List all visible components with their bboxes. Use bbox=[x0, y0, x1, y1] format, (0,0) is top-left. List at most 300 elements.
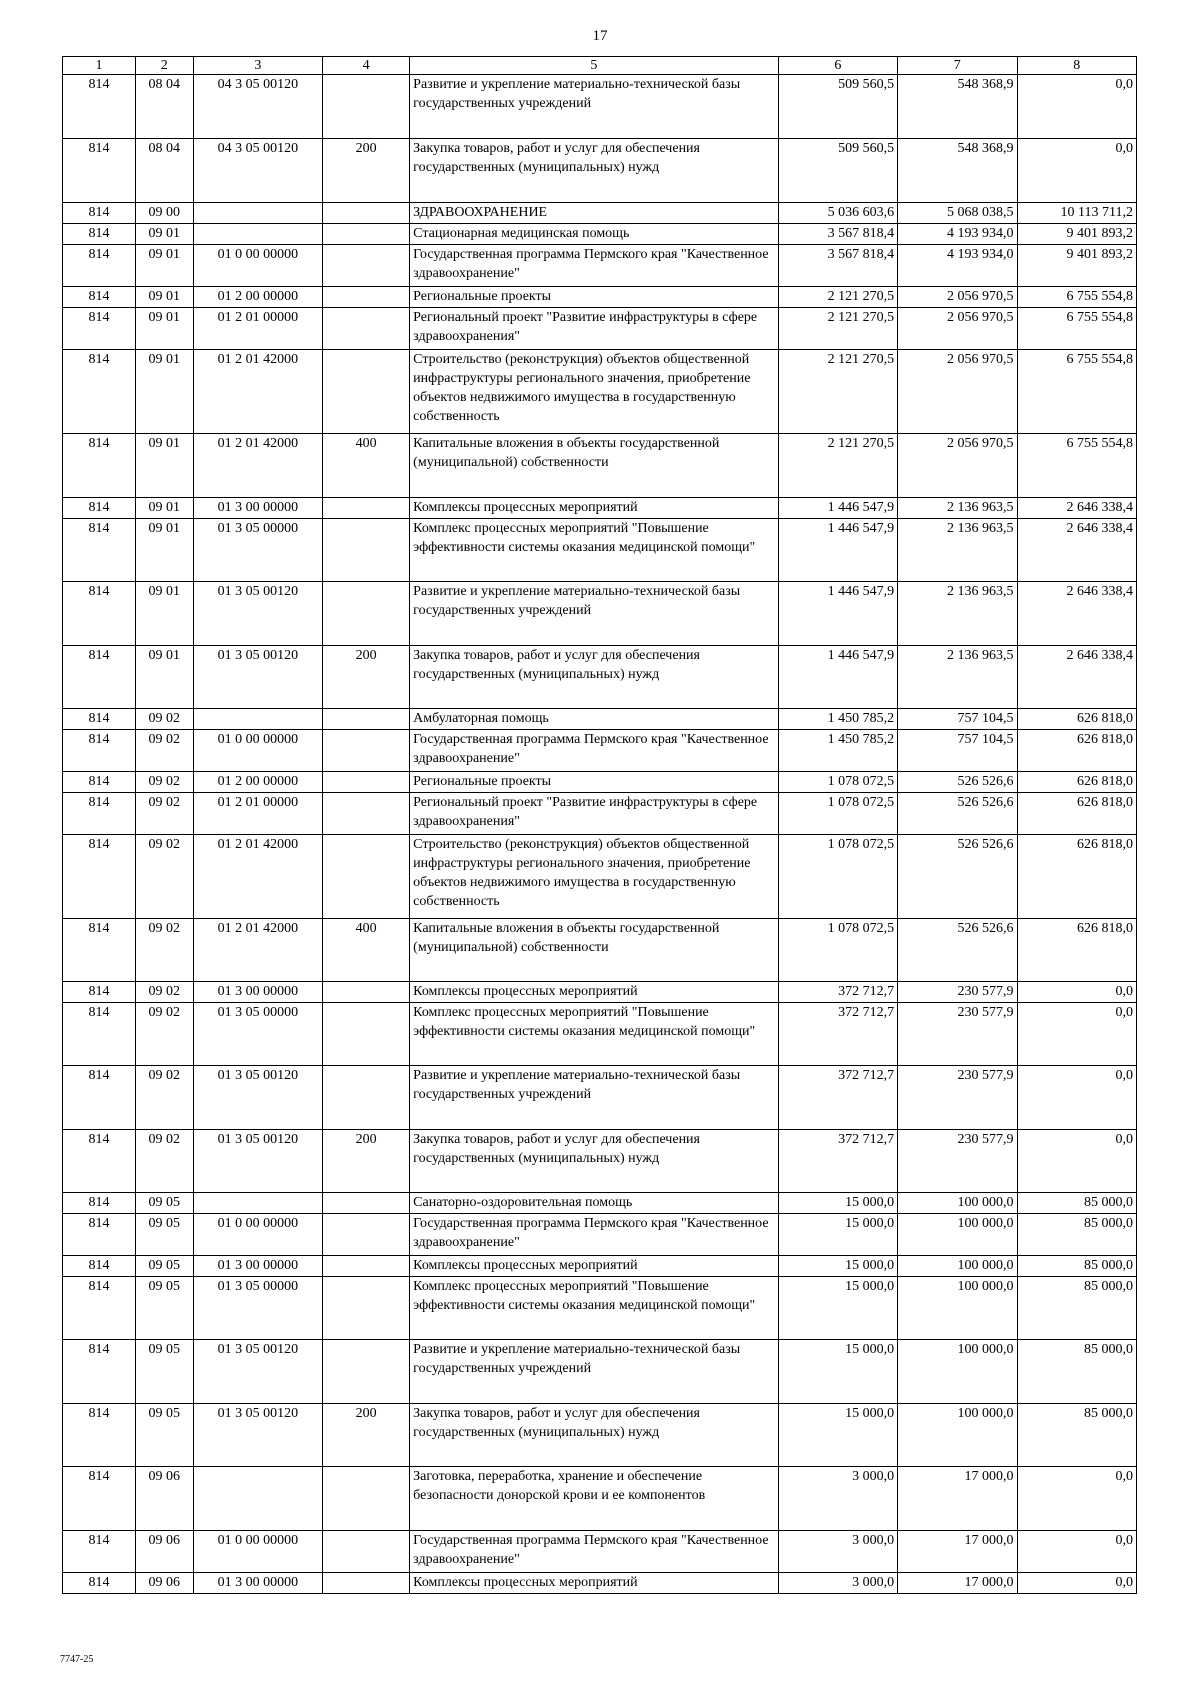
expense-type-cell bbox=[323, 498, 410, 519]
admin-code-cell: 814 bbox=[63, 1193, 136, 1214]
table-row bbox=[63, 582, 1137, 646]
expense-type-cell: 200 bbox=[323, 139, 410, 203]
amount-col6-cell: 3 567 818,4 bbox=[778, 245, 897, 287]
table-row bbox=[63, 75, 1137, 139]
target-article-cell: 01 3 00 00000 bbox=[193, 1256, 323, 1277]
table-row bbox=[63, 203, 1137, 224]
amount-col8-cell: 6 755 554,8 bbox=[1017, 308, 1137, 350]
target-article-cell bbox=[193, 1193, 323, 1214]
table-row bbox=[63, 1066, 1137, 1130]
admin-code-cell: 814 bbox=[63, 772, 136, 793]
amount-col6-cell: 1 446 547,9 bbox=[778, 519, 897, 582]
amount-col8-cell: 626 818,0 bbox=[1017, 793, 1137, 835]
table-row bbox=[63, 1193, 1137, 1214]
amount-col7-cell: 17 000,0 bbox=[898, 1573, 1017, 1594]
description-cell: Комплекс процессных мероприятий "Повышение эффективности системы оказания медицинской помощи" bbox=[410, 1003, 778, 1066]
amount-col7-cell: 526 526,6 bbox=[898, 835, 1017, 919]
amount-col8-cell: 626 818,0 bbox=[1017, 919, 1137, 982]
description-cell: Капитальные вложения в объекты государственной (муниципальной) собственности bbox=[410, 919, 778, 982]
amount-col7-cell: 548 368,9 bbox=[898, 139, 1017, 203]
amount-col8-cell: 85 000,0 bbox=[1017, 1277, 1137, 1340]
amount-col7-cell: 17 000,0 bbox=[898, 1467, 1017, 1531]
column-header-row bbox=[63, 57, 1137, 75]
column-header: 7 bbox=[898, 57, 1017, 75]
amount-col6-cell: 372 712,7 bbox=[778, 982, 897, 1003]
amount-col7-cell: 757 104,5 bbox=[898, 709, 1017, 730]
amount-col6-cell: 372 712,7 bbox=[778, 1130, 897, 1193]
amount-col8-cell: 85 000,0 bbox=[1017, 1193, 1137, 1214]
description-cell: Региональные проекты bbox=[410, 287, 778, 308]
description-cell: Комплекс процессных мероприятий "Повышение эффективности системы оказания медицинской помощи" bbox=[410, 1277, 778, 1340]
description-cell: Комплексы процессных мероприятий bbox=[410, 498, 778, 519]
section-code-cell: 09 06 bbox=[135, 1531, 193, 1573]
amount-col8-cell: 0,0 bbox=[1017, 1066, 1137, 1130]
admin-code-cell: 814 bbox=[63, 1277, 136, 1340]
amount-col6-cell: 1 446 547,9 bbox=[778, 582, 897, 646]
table-row bbox=[63, 1573, 1137, 1594]
admin-code-cell: 814 bbox=[63, 434, 136, 498]
admin-code-cell: 814 bbox=[63, 519, 136, 582]
amount-col6-cell: 3 000,0 bbox=[778, 1467, 897, 1531]
description-cell: Региональные проекты bbox=[410, 772, 778, 793]
description-cell: Закупка товаров, работ и услуг для обеспечения государственных (муниципальных) нужд bbox=[410, 1404, 778, 1467]
admin-code-cell: 814 bbox=[63, 224, 136, 245]
description-cell: Санаторно-оздоровительная помощь bbox=[410, 1193, 778, 1214]
admin-code-cell: 814 bbox=[63, 1340, 136, 1404]
admin-code-cell: 814 bbox=[63, 730, 136, 772]
table-row bbox=[63, 224, 1137, 245]
amount-col7-cell: 526 526,6 bbox=[898, 793, 1017, 835]
table-row bbox=[63, 498, 1137, 519]
description-cell: Государственная программа Пермского края "Качественное здравоохранение" bbox=[410, 245, 778, 287]
column-header: 6 bbox=[778, 57, 897, 75]
expense-type-cell bbox=[323, 1340, 410, 1404]
amount-col6-cell: 1 078 072,5 bbox=[778, 919, 897, 982]
admin-code-cell: 814 bbox=[63, 1214, 136, 1256]
table-row bbox=[63, 709, 1137, 730]
target-article-cell bbox=[193, 1467, 323, 1531]
amount-col7-cell: 2 136 963,5 bbox=[898, 582, 1017, 646]
amount-col6-cell: 2 121 270,5 bbox=[778, 350, 897, 434]
admin-code-cell: 814 bbox=[63, 919, 136, 982]
amount-col6-cell: 1 078 072,5 bbox=[778, 772, 897, 793]
amount-col8-cell: 6 755 554,8 bbox=[1017, 434, 1137, 498]
admin-code-cell: 814 bbox=[63, 793, 136, 835]
column-header: 8 bbox=[1017, 57, 1137, 75]
description-cell: Развитие и укрепление материально-технической базы государственных учреждений bbox=[410, 1066, 778, 1130]
target-article-cell: 01 2 00 00000 bbox=[193, 287, 323, 308]
description-cell: Развитие и укрепление материально-технической базы государственных учреждений bbox=[410, 582, 778, 646]
amount-col7-cell: 2 056 970,5 bbox=[898, 308, 1017, 350]
expense-type-cell bbox=[323, 1277, 410, 1340]
expense-type-cell bbox=[323, 519, 410, 582]
description-cell: Закупка товаров, работ и услуг для обеспечения государственных (муниципальных) нужд bbox=[410, 139, 778, 203]
amount-col7-cell: 526 526,6 bbox=[898, 919, 1017, 982]
target-article-cell: 01 2 01 00000 bbox=[193, 793, 323, 835]
footer-code: 7747-25 bbox=[60, 1654, 94, 1665]
amount-col8-cell: 85 000,0 bbox=[1017, 1404, 1137, 1467]
amount-col8-cell: 626 818,0 bbox=[1017, 709, 1137, 730]
target-article-cell: 01 3 00 00000 bbox=[193, 982, 323, 1003]
table-row bbox=[63, 308, 1137, 350]
table-row bbox=[63, 772, 1137, 793]
amount-col6-cell: 5 036 603,6 bbox=[778, 203, 897, 224]
section-code-cell: 09 01 bbox=[135, 224, 193, 245]
amount-col7-cell: 4 193 934,0 bbox=[898, 224, 1017, 245]
amount-col6-cell: 2 121 270,5 bbox=[778, 287, 897, 308]
section-code-cell: 09 01 bbox=[135, 287, 193, 308]
amount-col6-cell: 15 000,0 bbox=[778, 1277, 897, 1340]
admin-code-cell: 814 bbox=[63, 203, 136, 224]
section-code-cell: 09 01 bbox=[135, 519, 193, 582]
amount-col7-cell: 548 368,9 bbox=[898, 75, 1017, 139]
amount-col7-cell: 100 000,0 bbox=[898, 1340, 1017, 1404]
description-cell: Капитальные вложения в объекты государственной (муниципальной) собственности bbox=[410, 434, 778, 498]
amount-col8-cell: 2 646 338,4 bbox=[1017, 646, 1137, 709]
expense-type-cell bbox=[323, 1573, 410, 1594]
section-code-cell: 09 02 bbox=[135, 1130, 193, 1193]
target-article-cell: 01 3 05 00000 bbox=[193, 1277, 323, 1340]
section-code-cell: 09 02 bbox=[135, 1066, 193, 1130]
admin-code-cell: 814 bbox=[63, 287, 136, 308]
target-article-cell: 01 3 05 00120 bbox=[193, 646, 323, 709]
description-cell: Закупка товаров, работ и услуг для обеспечения государственных (муниципальных) нужд bbox=[410, 1130, 778, 1193]
amount-col6-cell: 3 000,0 bbox=[778, 1573, 897, 1594]
amount-col7-cell: 2 136 963,5 bbox=[898, 519, 1017, 582]
amount-col6-cell: 372 712,7 bbox=[778, 1066, 897, 1130]
expense-type-cell bbox=[323, 982, 410, 1003]
description-cell: Комплексы процессных мероприятий bbox=[410, 1573, 778, 1594]
page-number: 17 bbox=[592, 28, 608, 44]
target-article-cell: 01 2 01 42000 bbox=[193, 835, 323, 919]
amount-col6-cell: 2 121 270,5 bbox=[778, 434, 897, 498]
table-row bbox=[63, 919, 1137, 982]
table-row bbox=[63, 835, 1137, 919]
admin-code-cell: 814 bbox=[63, 1066, 136, 1130]
admin-code-cell: 814 bbox=[63, 498, 136, 519]
expense-type-cell bbox=[323, 75, 410, 139]
admin-code-cell: 814 bbox=[63, 1404, 136, 1467]
target-article-cell: 01 2 01 42000 bbox=[193, 919, 323, 982]
amount-col8-cell: 0,0 bbox=[1017, 1467, 1137, 1531]
description-cell: Комплексы процессных мероприятий bbox=[410, 982, 778, 1003]
amount-col7-cell: 526 526,6 bbox=[898, 772, 1017, 793]
description-cell: Развитие и укрепление материально-технической базы государственных учреждений bbox=[410, 1340, 778, 1404]
expense-type-cell bbox=[323, 287, 410, 308]
table-row bbox=[63, 646, 1137, 709]
column-header: 4 bbox=[323, 57, 410, 75]
target-article-cell: 01 3 05 00000 bbox=[193, 1003, 323, 1066]
description-cell: Комплекс процессных мероприятий "Повышение эффективности системы оказания медицинской помощи" bbox=[410, 519, 778, 582]
expense-type-cell bbox=[323, 308, 410, 350]
section-code-cell: 09 01 bbox=[135, 646, 193, 709]
target-article-cell: 01 2 01 42000 bbox=[193, 350, 323, 434]
amount-col8-cell: 9 401 893,2 bbox=[1017, 245, 1137, 287]
amount-col7-cell: 230 577,9 bbox=[898, 982, 1017, 1003]
amount-col7-cell: 5 068 038,5 bbox=[898, 203, 1017, 224]
admin-code-cell: 814 bbox=[63, 709, 136, 730]
section-code-cell: 09 02 bbox=[135, 709, 193, 730]
description-cell: Региональный проект "Развитие инфраструктуры в сфере здравоохранения" bbox=[410, 308, 778, 350]
column-header: 5 bbox=[410, 57, 778, 75]
amount-col6-cell: 15 000,0 bbox=[778, 1340, 897, 1404]
amount-col7-cell: 100 000,0 bbox=[898, 1193, 1017, 1214]
budget-table bbox=[62, 56, 1137, 1594]
section-code-cell: 09 02 bbox=[135, 982, 193, 1003]
amount-col6-cell: 3 567 818,4 bbox=[778, 224, 897, 245]
amount-col8-cell: 2 646 338,4 bbox=[1017, 519, 1137, 582]
expense-type-cell: 200 bbox=[323, 1404, 410, 1467]
amount-col8-cell: 6 755 554,8 bbox=[1017, 287, 1137, 308]
admin-code-cell: 814 bbox=[63, 1573, 136, 1594]
table-row bbox=[63, 1467, 1137, 1531]
description-cell: Развитие и укрепление материально-технической базы государственных учреждений bbox=[410, 75, 778, 139]
table-row bbox=[63, 519, 1137, 582]
target-article-cell: 01 3 05 00120 bbox=[193, 582, 323, 646]
table-row bbox=[63, 1256, 1137, 1277]
admin-code-cell: 814 bbox=[63, 75, 136, 139]
amount-col8-cell: 85 000,0 bbox=[1017, 1256, 1137, 1277]
section-code-cell: 09 05 bbox=[135, 1404, 193, 1467]
amount-col7-cell: 100 000,0 bbox=[898, 1404, 1017, 1467]
target-article-cell: 01 3 05 00120 bbox=[193, 1066, 323, 1130]
column-header: 1 bbox=[63, 57, 136, 75]
amount-col8-cell: 0,0 bbox=[1017, 139, 1137, 203]
table-row bbox=[63, 1277, 1137, 1340]
amount-col8-cell: 626 818,0 bbox=[1017, 835, 1137, 919]
target-article-cell: 01 0 00 00000 bbox=[193, 1531, 323, 1573]
admin-code-cell: 814 bbox=[63, 646, 136, 709]
admin-code-cell: 814 bbox=[63, 245, 136, 287]
section-code-cell: 09 02 bbox=[135, 835, 193, 919]
description-cell: Государственная программа Пермского края "Качественное здравоохранение" bbox=[410, 730, 778, 772]
section-code-cell: 09 02 bbox=[135, 730, 193, 772]
amount-col8-cell: 85 000,0 bbox=[1017, 1214, 1137, 1256]
amount-col6-cell: 15 000,0 bbox=[778, 1193, 897, 1214]
description-cell: Заготовка, переработка, хранение и обеспечение безопасности донорской крови и ее компонентов bbox=[410, 1467, 778, 1531]
amount-col7-cell: 4 193 934,0 bbox=[898, 245, 1017, 287]
amount-col7-cell: 757 104,5 bbox=[898, 730, 1017, 772]
amount-col8-cell: 0,0 bbox=[1017, 75, 1137, 139]
admin-code-cell: 814 bbox=[63, 1467, 136, 1531]
section-code-cell: 09 00 bbox=[135, 203, 193, 224]
amount-col6-cell: 1 450 785,2 bbox=[778, 709, 897, 730]
column-header: 3 bbox=[193, 57, 323, 75]
amount-col7-cell: 17 000,0 bbox=[898, 1531, 1017, 1573]
amount-col8-cell: 0,0 bbox=[1017, 1573, 1137, 1594]
section-code-cell: 09 05 bbox=[135, 1277, 193, 1340]
section-code-cell: 09 01 bbox=[135, 498, 193, 519]
description-cell: Государственная программа Пермского края "Качественное здравоохранение" bbox=[410, 1214, 778, 1256]
target-article-cell bbox=[193, 224, 323, 245]
target-article-cell bbox=[193, 203, 323, 224]
amount-col7-cell: 230 577,9 bbox=[898, 1130, 1017, 1193]
admin-code-cell: 814 bbox=[63, 1256, 136, 1277]
amount-col7-cell: 100 000,0 bbox=[898, 1277, 1017, 1340]
description-cell: Амбулаторная помощь bbox=[410, 709, 778, 730]
table-row bbox=[63, 287, 1137, 308]
amount-col7-cell: 100 000,0 bbox=[898, 1256, 1017, 1277]
expense-type-cell bbox=[323, 245, 410, 287]
amount-col8-cell: 85 000,0 bbox=[1017, 1340, 1137, 1404]
amount-col6-cell: 1 446 547,9 bbox=[778, 646, 897, 709]
target-article-cell: 01 3 05 00120 bbox=[193, 1404, 323, 1467]
target-article-cell: 01 3 00 00000 bbox=[193, 498, 323, 519]
amount-col8-cell: 9 401 893,2 bbox=[1017, 224, 1137, 245]
amount-col7-cell: 2 056 970,5 bbox=[898, 350, 1017, 434]
amount-col6-cell: 1 446 547,9 bbox=[778, 498, 897, 519]
amount-col7-cell: 2 056 970,5 bbox=[898, 434, 1017, 498]
section-code-cell: 09 01 bbox=[135, 350, 193, 434]
table-row bbox=[63, 1404, 1137, 1467]
amount-col7-cell: 230 577,9 bbox=[898, 1003, 1017, 1066]
table-row bbox=[63, 982, 1137, 1003]
table-body bbox=[63, 75, 1137, 1594]
section-code-cell: 09 05 bbox=[135, 1193, 193, 1214]
column-header: 2 bbox=[135, 57, 193, 75]
target-article-cell: 01 3 05 00000 bbox=[193, 519, 323, 582]
amount-col6-cell: 3 000,0 bbox=[778, 1531, 897, 1573]
admin-code-cell: 814 bbox=[63, 350, 136, 434]
amount-col8-cell: 0,0 bbox=[1017, 1003, 1137, 1066]
target-article-cell: 01 3 05 00120 bbox=[193, 1130, 323, 1193]
table-row bbox=[63, 793, 1137, 835]
section-code-cell: 09 06 bbox=[135, 1573, 193, 1594]
section-code-cell: 09 02 bbox=[135, 919, 193, 982]
admin-code-cell: 814 bbox=[63, 139, 136, 203]
section-code-cell: 09 01 bbox=[135, 434, 193, 498]
description-cell: Закупка товаров, работ и услуг для обеспечения государственных (муниципальных) нужд bbox=[410, 646, 778, 709]
section-code-cell: 09 05 bbox=[135, 1340, 193, 1404]
expense-type-cell: 400 bbox=[323, 919, 410, 982]
amount-col8-cell: 626 818,0 bbox=[1017, 772, 1137, 793]
amount-col8-cell: 626 818,0 bbox=[1017, 730, 1137, 772]
target-article-cell: 01 0 00 00000 bbox=[193, 730, 323, 772]
description-cell: Государственная программа Пермского края "Качественное здравоохранение" bbox=[410, 1531, 778, 1573]
amount-col8-cell: 2 646 338,4 bbox=[1017, 498, 1137, 519]
target-article-cell bbox=[193, 709, 323, 730]
target-article-cell: 01 3 05 00120 bbox=[193, 1340, 323, 1404]
target-article-cell: 01 0 00 00000 bbox=[193, 245, 323, 287]
admin-code-cell: 814 bbox=[63, 308, 136, 350]
table-row bbox=[63, 139, 1137, 203]
section-code-cell: 09 02 bbox=[135, 1003, 193, 1066]
admin-code-cell: 814 bbox=[63, 1003, 136, 1066]
expense-type-cell bbox=[323, 224, 410, 245]
admin-code-cell: 814 bbox=[63, 835, 136, 919]
target-article-cell: 01 2 01 00000 bbox=[193, 308, 323, 350]
description-cell: Комплексы процессных мероприятий bbox=[410, 1256, 778, 1277]
amount-col6-cell: 15 000,0 bbox=[778, 1404, 897, 1467]
amount-col6-cell: 2 121 270,5 bbox=[778, 308, 897, 350]
amount-col8-cell: 0,0 bbox=[1017, 1531, 1137, 1573]
section-code-cell: 08 04 bbox=[135, 75, 193, 139]
description-cell: Региональный проект "Развитие инфраструктуры в сфере здравоохранения" bbox=[410, 793, 778, 835]
expense-type-cell: 200 bbox=[323, 646, 410, 709]
amount-col8-cell: 0,0 bbox=[1017, 982, 1137, 1003]
expense-type-cell: 400 bbox=[323, 434, 410, 498]
section-code-cell: 09 06 bbox=[135, 1467, 193, 1531]
target-article-cell: 01 0 00 00000 bbox=[193, 1214, 323, 1256]
table-row bbox=[63, 1214, 1137, 1256]
amount-col8-cell: 6 755 554,8 bbox=[1017, 350, 1137, 434]
amount-col6-cell: 509 560,5 bbox=[778, 75, 897, 139]
amount-col6-cell: 372 712,7 bbox=[778, 1003, 897, 1066]
amount-col8-cell: 2 646 338,4 bbox=[1017, 582, 1137, 646]
expense-type-cell bbox=[323, 793, 410, 835]
table-row bbox=[63, 1340, 1137, 1404]
expense-type-cell bbox=[323, 709, 410, 730]
target-article-cell: 01 3 00 00000 bbox=[193, 1573, 323, 1594]
table-row bbox=[63, 434, 1137, 498]
expense-type-cell bbox=[323, 1066, 410, 1130]
expense-type-cell bbox=[323, 730, 410, 772]
target-article-cell: 04 3 05 00120 bbox=[193, 75, 323, 139]
expense-type-cell bbox=[323, 1214, 410, 1256]
amount-col7-cell: 2 056 970,5 bbox=[898, 287, 1017, 308]
expense-type-cell bbox=[323, 1003, 410, 1066]
section-code-cell: 09 02 bbox=[135, 772, 193, 793]
target-article-cell: 01 2 01 42000 bbox=[193, 434, 323, 498]
expense-type-cell bbox=[323, 203, 410, 224]
amount-col6-cell: 1 078 072,5 bbox=[778, 835, 897, 919]
description-cell: ЗДРАВООХРАНЕНИЕ bbox=[410, 203, 778, 224]
admin-code-cell: 814 bbox=[63, 1130, 136, 1193]
amount-col6-cell: 1 078 072,5 bbox=[778, 793, 897, 835]
table-row bbox=[63, 1003, 1137, 1066]
table-row bbox=[63, 350, 1137, 434]
expense-type-cell bbox=[323, 582, 410, 646]
amount-col6-cell: 1 450 785,2 bbox=[778, 730, 897, 772]
expense-type-cell bbox=[323, 835, 410, 919]
table-row bbox=[63, 245, 1137, 287]
section-code-cell: 09 01 bbox=[135, 308, 193, 350]
section-code-cell: 08 04 bbox=[135, 139, 193, 203]
table-row bbox=[63, 1130, 1137, 1193]
amount-col8-cell: 0,0 bbox=[1017, 1130, 1137, 1193]
expense-type-cell bbox=[323, 350, 410, 434]
section-code-cell: 09 01 bbox=[135, 582, 193, 646]
amount-col6-cell: 15 000,0 bbox=[778, 1214, 897, 1256]
description-cell: Строительство (реконструкция) объектов общественной инфраструктуры регионального значения, приобретение объектов недвижимого имущества в государственную собственность bbox=[410, 835, 778, 919]
expense-type-cell bbox=[323, 772, 410, 793]
expense-type-cell bbox=[323, 1193, 410, 1214]
amount-col8-cell: 10 113 711,2 bbox=[1017, 203, 1137, 224]
description-cell: Стационарная медицинская помощь bbox=[410, 224, 778, 245]
target-article-cell: 04 3 05 00120 bbox=[193, 139, 323, 203]
target-article-cell: 01 2 00 00000 bbox=[193, 772, 323, 793]
amount-col7-cell: 230 577,9 bbox=[898, 1066, 1017, 1130]
section-code-cell: 09 02 bbox=[135, 793, 193, 835]
section-code-cell: 09 01 bbox=[135, 245, 193, 287]
description-cell: Строительство (реконструкция) объектов общественной инфраструктуры регионального значения, приобретение объектов недвижимого имущества в государственную собственность bbox=[410, 350, 778, 434]
expense-type-cell bbox=[323, 1467, 410, 1531]
amount-col7-cell: 2 136 963,5 bbox=[898, 646, 1017, 709]
section-code-cell: 09 05 bbox=[135, 1256, 193, 1277]
expense-type-cell bbox=[323, 1531, 410, 1573]
amount-col6-cell: 509 560,5 bbox=[778, 139, 897, 203]
amount-col6-cell: 15 000,0 bbox=[778, 1256, 897, 1277]
expense-type-cell: 200 bbox=[323, 1130, 410, 1193]
table-row bbox=[63, 1531, 1137, 1573]
section-code-cell: 09 05 bbox=[135, 1214, 193, 1256]
table-row bbox=[63, 730, 1137, 772]
admin-code-cell: 814 bbox=[63, 1531, 136, 1573]
amount-col7-cell: 2 136 963,5 bbox=[898, 498, 1017, 519]
admin-code-cell: 814 bbox=[63, 982, 136, 1003]
amount-col7-cell: 100 000,0 bbox=[898, 1214, 1017, 1256]
expense-type-cell bbox=[323, 1256, 410, 1277]
